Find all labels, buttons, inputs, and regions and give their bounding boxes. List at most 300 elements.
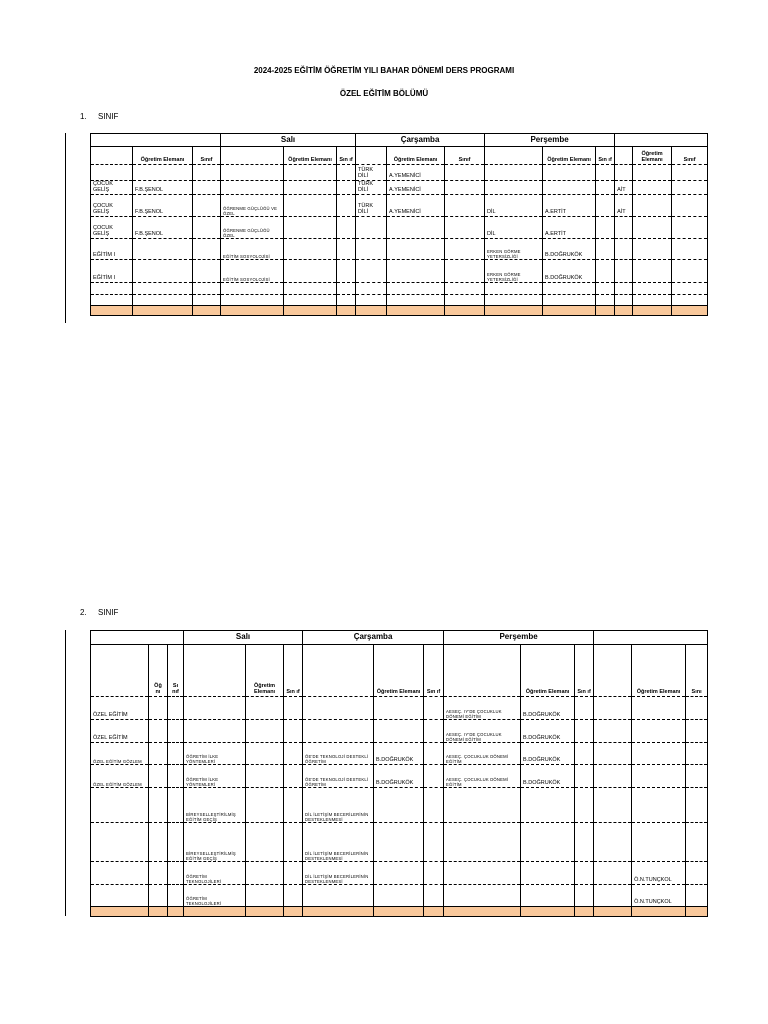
table-cell [246,765,284,788]
column-header: Sın ıf [424,645,444,697]
table-cell: B.DOĞRUKÖK [521,765,575,788]
table-cell [356,295,387,306]
table-cell [374,823,424,862]
table-cell [445,217,485,239]
table-row [91,260,708,283]
table-cell: A.YEMENİCİ [387,165,445,181]
table-cell [521,788,575,823]
table-cell [303,720,374,743]
table-row [91,165,708,181]
table-cell [284,283,337,295]
table-cell [387,217,445,239]
table-cell: ÖZEL EĞİTİM [91,720,149,743]
table-cell: EĞİTİM SOSYOLOJİSİ [221,239,284,260]
table-cell [168,697,184,720]
table-cell [632,788,686,823]
table-cell [356,283,387,295]
table-cell [575,720,594,743]
table-row [91,195,708,217]
table-cell [596,295,615,306]
table-cell: ÖZEL EĞİTİM GÖZLEM [91,765,149,788]
table-cell [387,260,445,283]
table-cell: ÖĞRETİM TEKNOLOJİLERİ [184,862,246,885]
table-row [91,788,708,823]
table-cell [615,165,633,181]
table-cell [672,217,708,239]
table-cell: BİREYSELLEŞTİRİLMİŞ EĞİTİM GEÇİŞ [184,788,246,823]
table-cell: AESEÇ. IY'DE ÇOCUKLUK DÖNEMİ EĞİTİM [444,720,521,743]
table-cell [149,720,168,743]
table-cell [149,765,168,788]
table-cell [686,720,708,743]
table-cell [594,743,632,765]
table-cell [149,743,168,765]
table-cell [672,283,708,295]
table-cell: AESEÇ. ÇOCUKLUK DÖNEMİ EĞİTİM [444,743,521,765]
table-cell [221,181,284,195]
table-cell [284,239,337,260]
section-2-title: SINIF [98,608,119,617]
table-cell [246,823,284,862]
table-cell [91,862,149,885]
column-header-row [91,147,708,165]
table-cell: B.DOĞRUKÖK [543,239,596,260]
table-cell [575,743,594,765]
column-header: Öğretim Elemanı [632,645,686,697]
table-row [91,862,708,885]
table-cell [672,195,708,217]
table-cell [356,239,387,260]
column-header: Sınıf [193,147,221,165]
table-cell [672,239,708,260]
table-cell [424,697,444,720]
table-cell: B.DOĞRUKÖK [521,697,575,720]
column-header [91,147,133,165]
table-cell [374,885,424,907]
table-cell [615,283,633,295]
schedule-table-section-1 [90,133,708,316]
table-cell [485,283,543,295]
section-2-number: 2. [80,608,87,617]
table-row [91,743,708,765]
table-cell [632,720,686,743]
table-cell [133,239,193,260]
column-header: Sını [686,645,708,697]
table-cell [193,260,221,283]
table-cell [193,239,221,260]
table-cell: ÖZEL EĞİTİM GÖZLEM [91,743,149,765]
table-cell: F.B.ŞENOL [133,181,193,195]
day-wednesday: Çarşamba [303,631,444,645]
table-cell [337,181,356,195]
table-cell [521,862,575,885]
table-cell: TÜRK DİLİ [356,165,387,181]
table-cell: ÇOCUK GELİŞ [91,181,133,195]
table-cell [632,765,686,788]
table-cell [672,260,708,283]
table-row [91,765,708,788]
table-cell [521,885,575,907]
table-cell: DİL İLETİŞİM BECERİLERİNİN DESTEKLENMESİ [303,862,374,885]
table-cell: DİL İLETİŞİM BECERİLERİNİN DESTEKLENMESİ [303,823,374,862]
table-cell [193,283,221,295]
section-1-left-rule [65,133,66,323]
column-header: Öğretim Elemanı [284,147,337,165]
day-blank [91,631,184,645]
column-header: Öğ nı [149,645,168,697]
table-row [91,720,708,743]
schedule-body [91,165,708,306]
column-header: Sınıf [672,147,708,165]
column-header: Sınıf [445,147,485,165]
table-cell [221,283,284,295]
table-cell [444,885,521,907]
table-cell [424,765,444,788]
table-cell [686,823,708,862]
column-header: Öğretim Elemanı [521,645,575,697]
table-cell [221,165,284,181]
column-header: Öğretim Elemanı [246,645,284,697]
table-cell [356,217,387,239]
table-cell: DİL [485,217,543,239]
table-row [91,239,708,260]
day-blank [615,134,708,147]
table-cell: ÖE'DE TEKNOLOJİ DESTEKLİ ÖĞRETİM [303,765,374,788]
table-cell [149,788,168,823]
schedule-body [91,697,708,907]
column-header: Öğretim Elemanı [374,645,424,697]
column-header: Sın ıf [337,147,356,165]
table-cell [337,295,356,306]
table-cell: A.ERTİT [543,195,596,217]
table-cell [686,788,708,823]
table-row [91,283,708,295]
table-cell: DİL [485,195,543,217]
table-cell: TÜRK DİLİ [356,195,387,217]
column-header [594,645,632,697]
table-cell [284,165,337,181]
table-cell [633,239,672,260]
table-cell [374,788,424,823]
page-subtitle: ÖZEL EĞİTİM BÖLÜMÜ [339,89,429,98]
table-cell [337,195,356,217]
day-blank [91,134,221,147]
table-cell [594,720,632,743]
table-cell [133,295,193,306]
table-row [91,885,708,907]
table-cell [184,697,246,720]
table-cell [168,885,184,907]
table-cell: TÜRK DİLİ [356,181,387,195]
table-cell [686,697,708,720]
table-cell [445,195,485,217]
table-cell [337,165,356,181]
table-row [91,823,708,862]
table-cell [444,788,521,823]
table-cell: ERKEN GÖRME YETERSİZLİĞİ [485,260,543,283]
table-cell [633,195,672,217]
table-cell: AESEÇ. ÇOCUKLUK DÖNEMİ EĞİTİM [444,765,521,788]
table-cell [543,165,596,181]
table-cell [633,165,672,181]
table-cell [303,697,374,720]
table-cell: B.DOĞRUKÖK [543,260,596,283]
table-cell [686,862,708,885]
column-header [615,147,633,165]
table-cell [596,181,615,195]
table-cell [424,743,444,765]
table-cell [445,239,485,260]
table-cell [387,295,445,306]
table-cell [424,720,444,743]
table-cell [284,823,303,862]
section-1-label [80,112,118,121]
table-cell: AİT [615,195,633,217]
table-cell [445,181,485,195]
table-cell [633,217,672,239]
table-cell: ÖĞRETİM İLKE YÖNTEMLERİ [184,743,246,765]
table-cell [596,260,615,283]
table-cell: Ö.N.TUNÇKOL [632,885,686,907]
section-2-label [80,608,118,617]
table-cell: ERKEN GÖRME YETERSİZLİĞİ [485,239,543,260]
table-cell [632,697,686,720]
schedule-table-section-2 [90,630,708,917]
table-cell: ÇOCUK GELİŞ [91,217,133,239]
table-cell [337,260,356,283]
table-cell [91,165,133,181]
table-cell [284,195,337,217]
day-header-row [91,134,708,147]
column-header [303,645,374,697]
day-thursday: Perşembe [444,631,594,645]
table-cell [284,217,337,239]
table-cell [424,823,444,862]
table-cell [575,885,594,907]
section-1-title: SINIF [98,112,119,121]
table-cell [168,765,184,788]
table-cell [424,788,444,823]
table-cell [91,283,133,295]
table-cell [672,165,708,181]
table-cell: AİT [615,181,633,195]
column-header: Öğretim Elemanı [133,147,193,165]
table-cell [284,862,303,885]
table-cell [133,283,193,295]
table-cell: A.YEMENİCİ [387,181,445,195]
table-cell [445,260,485,283]
table-cell [596,195,615,217]
table-cell [246,697,284,720]
table-cell [284,720,303,743]
table-cell: ÖZEL EĞİTİM [91,697,149,720]
column-header: Sın ıf [284,645,303,697]
table-row [91,697,708,720]
table-cell [184,720,246,743]
table-cell [149,885,168,907]
table-cell: F.B.ŞENOL [133,217,193,239]
table-cell [374,697,424,720]
table-cell [193,295,221,306]
table-cell [485,181,543,195]
column-header: Öğretim Elemanı [543,147,596,165]
table-cell [672,295,708,306]
table-row [91,181,708,195]
table-cell [594,697,632,720]
table-cell [521,823,575,862]
table-cell [575,765,594,788]
table-cell: AESEÇ. IY'DE ÇOCUKLUK DÖNEMİ EĞİTİM [444,697,521,720]
table-cell [633,260,672,283]
table-cell [168,720,184,743]
table-cell [374,720,424,743]
table-cell [193,181,221,195]
table-cell [424,862,444,885]
table-cell [246,720,284,743]
table-cell [284,788,303,823]
table-cell [615,295,633,306]
table-cell [594,885,632,907]
table-cell [594,823,632,862]
table-cell [615,217,633,239]
table-cell [686,743,708,765]
column-header: Sı nıf [168,645,184,697]
table-cell [284,181,337,195]
table-cell [193,165,221,181]
table-cell: A.ERTİT [543,217,596,239]
table-cell [686,885,708,907]
table-cell [445,165,485,181]
table-cell [91,885,149,907]
table-cell [356,260,387,283]
day-wednesday: Çarşamba [356,134,485,147]
table-cell: ÖE'DE TEKNOLOJİ DESTEKLİ ÖĞRETİM [303,743,374,765]
table-cell [444,862,521,885]
column-header [444,645,521,697]
table-cell [149,823,168,862]
table-footer-row [91,306,708,316]
table-cell [575,788,594,823]
table-cell [284,885,303,907]
table-cell: DİL İLETİŞİM BECERİLERİNİN DESTEKLENMESİ [303,788,374,823]
column-header [184,645,246,697]
table-row [91,295,708,306]
table-cell [445,283,485,295]
table-cell [543,283,596,295]
table-cell [193,217,221,239]
table-cell [337,217,356,239]
table-cell [596,239,615,260]
table-cell [632,743,686,765]
table-cell [303,885,374,907]
page-title: 2024-2025 EĞİTİM ÖĞRETİM YILI BAHAR DÖNEMİ DERS PROGRAMI [253,66,515,75]
day-blank [594,631,708,645]
table-cell [168,788,184,823]
table-cell [246,885,284,907]
table-cell [193,195,221,217]
table-cell: EĞİTİM I [91,260,133,283]
table-cell [284,260,337,283]
table-cell [575,697,594,720]
table-cell [284,765,303,788]
table-cell: F.B.ŞENOL [133,195,193,217]
table-cell: ÖĞRENME GÜÇLÜĞÜ ÖZEL [221,217,284,239]
table-cell [149,697,168,720]
table-cell [543,181,596,195]
table-cell [632,823,686,862]
table-cell [424,885,444,907]
table-cell [284,295,337,306]
table-cell: ÖĞRENME GÜÇLÜĞÜ VE ÖZEL [221,195,284,217]
column-header [485,147,543,165]
table-cell: ÖĞRETİM TEKNOLOJİLERİ [184,885,246,907]
table-cell [594,765,632,788]
table-cell [246,862,284,885]
table-cell: B.DOĞRUKÖK [374,765,424,788]
table-cell [284,697,303,720]
table-cell: B.DOĞRUKÖK [521,743,575,765]
table-cell [168,823,184,862]
column-header: Öğretim Elemanı [633,147,672,165]
table-cell [337,239,356,260]
table-cell: Ö.N.TUNÇKOL [632,862,686,885]
table-cell: ÇOCUK GELİŞ [91,195,133,217]
table-cell [594,788,632,823]
table-cell [387,239,445,260]
table-cell [633,283,672,295]
table-cell [575,823,594,862]
table-cell [575,862,594,885]
table-cell: A.YEMENİCİ [387,195,445,217]
table-cell [594,862,632,885]
table-cell: B.DOĞRUKÖK [374,743,424,765]
table-cell [246,788,284,823]
table-cell [596,283,615,295]
table-cell [168,743,184,765]
column-header: Öğretim Elemanı [387,147,445,165]
table-cell [485,295,543,306]
table-cell: EĞİTİM I [91,239,133,260]
table-cell [246,743,284,765]
day-thursday: Perşembe [485,134,615,147]
column-header-row [91,645,708,697]
table-cell [596,217,615,239]
table-cell [387,283,445,295]
table-cell [633,181,672,195]
table-row [91,217,708,239]
table-cell: EĞİTİM SOSYOLOJİSİ [221,260,284,283]
table-cell [615,239,633,260]
table-cell [91,295,133,306]
day-tuesday: Salı [184,631,303,645]
table-cell [444,823,521,862]
table-cell [686,765,708,788]
table-cell [615,260,633,283]
column-header [356,147,387,165]
table-cell [133,165,193,181]
table-cell [284,743,303,765]
table-cell [168,862,184,885]
table-cell [543,295,596,306]
table-cell [337,283,356,295]
column-header: Sın ıf [596,147,615,165]
table-cell [91,823,149,862]
table-cell [485,165,543,181]
table-cell [149,862,168,885]
day-header-row [91,631,708,645]
section-2-left-rule [65,630,66,916]
section-1-number: 1. [80,112,87,121]
